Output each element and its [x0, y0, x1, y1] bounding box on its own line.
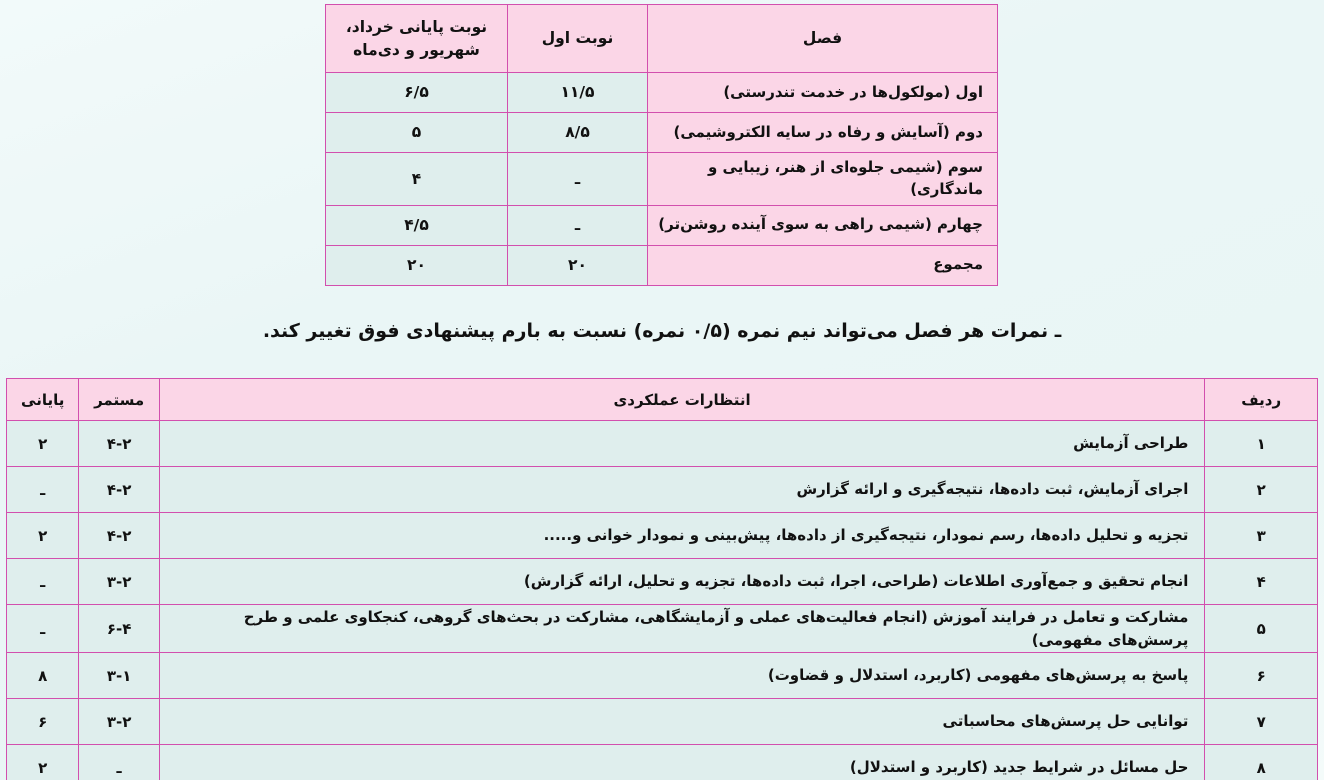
barem-cell-nobat-aval-total: ۲۰	[508, 245, 648, 285]
barem-cell-fasl: دوم (آسایش و رفاه در سایه الکتروشیمی)	[648, 113, 998, 153]
barem-cell-nobat-payani: ۴	[326, 153, 508, 206]
expectations-cell-payani: ۶	[7, 699, 79, 745]
barem-cell-fasl: اول (مولکول‌ها در خدمت تندرستی)	[648, 73, 998, 113]
table-row	[7, 421, 1318, 467]
expectations-cell-mostamer: ـ	[79, 745, 159, 780]
table-row	[326, 205, 998, 245]
expectations-cell-mostamer: ۴-۲	[79, 467, 159, 513]
expectations-cell-expectation: مشارکت و تعامل در فرایند آموزش (انجام فعالیت‌های عملی و آزمایشگاهی، مشارکت در بحث‌های گروهی، کنجکاوی علمی و طرح پرسش‌های مفهومی)	[159, 605, 1205, 653]
table-row	[326, 113, 998, 153]
expectations-cell-expectation: پاسخ به پرسش‌های مفهومی (کاربرد، استدلال و قضاوت)	[159, 653, 1205, 699]
barem-table-body	[326, 73, 998, 286]
table-row	[7, 653, 1318, 699]
barem-cell-nobat-payani: ۴/۵	[326, 205, 508, 245]
expectations-cell-expectation: توانایی حل پرسش‌های محاسباتی	[159, 699, 1205, 745]
barem-cell-nobat-aval: ـ	[508, 205, 648, 245]
expectations-cell-mostamer: ۳-۲	[79, 699, 159, 745]
expectations-cell-expectation: حل مسائل در شرایط جدید (کاربرد و استدلال)	[159, 745, 1205, 780]
table-row	[7, 699, 1318, 745]
expectations-cell-radif: ۲	[1205, 467, 1318, 513]
expectations-cell-payani: ـ	[7, 559, 79, 605]
barem-cell-fasl: سوم (شیمی جلوه‌ای از هنر، زیبایی و ماندگاری)	[648, 153, 998, 206]
table-row	[7, 559, 1318, 605]
barem-table-header-row	[326, 5, 998, 73]
barem-cell-nobat-aval: ـ	[508, 153, 648, 206]
expectations-cell-mostamer: ۳-۱	[79, 653, 159, 699]
expectations-header-radif: ردیف	[1205, 379, 1318, 421]
expectations-cell-radif: ۸	[1205, 745, 1318, 780]
expectations-cell-radif: ۱	[1205, 421, 1318, 467]
barem-header-nobat-aval: نوبت اول	[508, 5, 648, 73]
expectations-cell-radif: ۳	[1205, 513, 1318, 559]
barem-cell-fasl: چهارم (شیمی راهی به سوی آینده روشن‌تر)	[648, 205, 998, 245]
expectations-cell-expectation: طراحی آزمایش	[159, 421, 1205, 467]
expectations-header-mostamer: مستمر	[79, 379, 159, 421]
expectations-cell-mostamer: ۴-۲	[79, 513, 159, 559]
expectations-cell-payani: ـ	[7, 467, 79, 513]
expectations-table	[6, 378, 1318, 780]
expectations-cell-radif: ۴	[1205, 559, 1318, 605]
expectations-cell-expectation: تجزیه و تحلیل داده‌ها، رسم نمودار، نتیجه‌گیری از داده‌ها، پیش‌بینی و نمودار خوانی و.....	[159, 513, 1205, 559]
table-row	[326, 73, 998, 113]
expectations-cell-payani: ۲	[7, 745, 79, 780]
expectations-cell-payani: ۸	[7, 653, 79, 699]
barem-header-fasl: فصل	[648, 5, 998, 73]
table-row	[7, 467, 1318, 513]
expectations-cell-expectation: اجرای آزمایش، ثبت داده‌ها، نتیجه‌گیری و ارائه گزارش	[159, 467, 1205, 513]
expectations-cell-payani: ۲	[7, 421, 79, 467]
barem-table-container	[326, 4, 998, 286]
expectations-cell-mostamer: ۴-۲	[79, 421, 159, 467]
barem-note-text: ـ نمرات هر فصل می‌تواند نیم نمره (۰/۵ نمره) نسبت به بارم پیشنهادی فوق تغییر کند.	[262, 320, 1062, 342]
barem-cell-nobat-payani: ۵	[326, 113, 508, 153]
barem-cell-nobat-aval: ۸/۵	[508, 113, 648, 153]
table-row	[326, 153, 998, 206]
table-row	[7, 513, 1318, 559]
expectations-header-payani: پایانی	[7, 379, 79, 421]
barem-table	[325, 4, 998, 286]
table-row	[7, 745, 1318, 780]
expectations-cell-mostamer: ۳-۲	[79, 559, 159, 605]
expectations-table-body	[7, 421, 1318, 780]
expectations-cell-radif: ۵	[1205, 605, 1318, 653]
expectations-cell-payani: ۲	[7, 513, 79, 559]
barem-cell-nobat-payani: ۶/۵	[326, 73, 508, 113]
expectations-cell-radif: ۶	[1205, 653, 1318, 699]
table-row-total	[326, 245, 998, 285]
barem-cell-nobat-payani-total: ۲۰	[326, 245, 508, 285]
expectations-cell-expectation: انجام تحقیق و جمع‌آوری اطلاعات (طراحی، اجرا، ثبت داده‌ها، تجزیه و تحلیل، ارائه گزارش)	[159, 559, 1205, 605]
barem-cell-fasl-total: مجموع	[648, 245, 998, 285]
barem-cell-nobat-aval: ۱۱/۵	[508, 73, 648, 113]
expectations-cell-mostamer: ۶-۴	[79, 605, 159, 653]
expectations-table-container	[6, 378, 1318, 780]
expectations-table-header-row	[7, 379, 1318, 421]
expectations-header-expectation: انتظارات عملکردی	[159, 379, 1205, 421]
expectations-cell-payani: ـ	[7, 605, 79, 653]
expectations-cell-radif: ۷	[1205, 699, 1318, 745]
table-row	[7, 605, 1318, 653]
barem-header-nobat-payani: نوبت پایانی خرداد، شهریور و دی‌ماه	[326, 5, 508, 73]
